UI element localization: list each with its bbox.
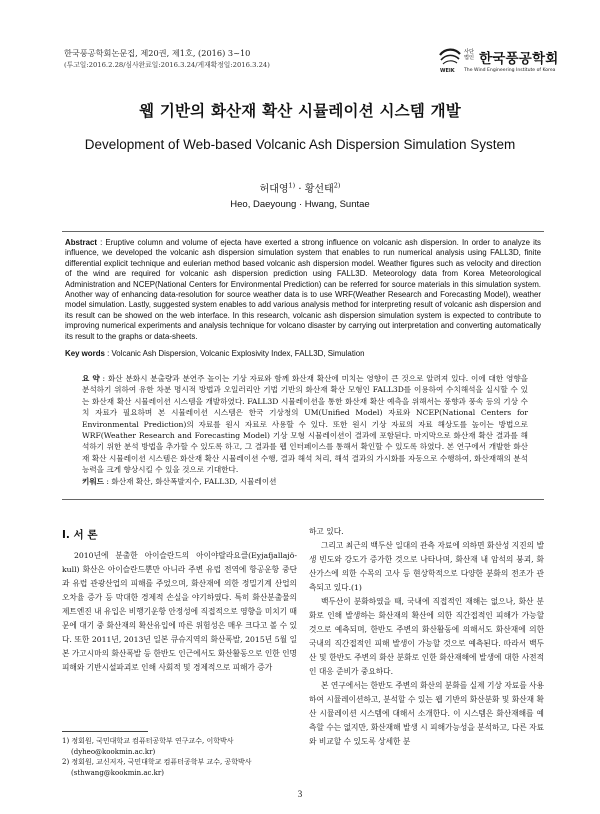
body-column-left xyxy=(62,549,297,675)
author-2-name: 황선태 xyxy=(304,184,334,195)
logo-legal-label: 사단 법인 xyxy=(464,49,475,61)
footnote-rule xyxy=(62,731,148,732)
title-korean: 웹 기반의 화산재 확산 시뮬레이션 시스템 개발 xyxy=(139,102,461,120)
footnote-1: 1) 정회원, 국민대학교 컴퓨터공학부 연구교수, 이학박사 xyxy=(62,737,234,745)
journal-dates: (투고일:2016.2.28/심사완료일:2016.3.24/게재확정일:2016.3.24) xyxy=(64,61,270,69)
footnotes xyxy=(62,736,297,778)
keywords-label: Key words xyxy=(65,349,105,358)
journal-citation: 한국풍공학회논문집, 제20권, 제1호, (2016) 3~10 xyxy=(64,48,251,58)
logo-abbreviation: WEIK xyxy=(440,68,455,74)
abstract-bottom-rule xyxy=(62,499,544,500)
authors-english: Heo, Daeyoung · Hwang, Suntae xyxy=(230,199,370,210)
section-heading-introduction: I. 서 론 xyxy=(62,529,98,541)
korean-keywords-block xyxy=(82,476,528,487)
abstract-block xyxy=(65,238,541,342)
abstract-top-rule xyxy=(62,231,544,232)
korean-keywords-text: : 화산재 확산, 화산폭발지수, FALL3D, 시뮬레이션 xyxy=(104,477,277,486)
authors-korean xyxy=(0,180,600,195)
abstract-text: : Eruptive column and volume of ejecta have exerted a strong influence on volcanic ash dispersion. In order to analyze its influence, we developed the volcanic ash dispersion simulation system that enables to run numerical analysis using FALL3D, finite differential explicit technique and eulerian method based volcanic ash dispersion model. Weather figures such as velocity and direction of the wind are required for volcanic ash dispersion prediction using FALL3D. Meteorology data from Korea Meteorological Administration and NCEP(National Centers for Environmental Prediction) can be referred for source materials in this simulation system. Another way of enhancing data-resolution for source weather data is to use WRF(Weather Research and Forecasting Model), weather model simulation. Lastly, suggested system enables to add various analysis method for interpreting result of volcanic ash dispersion and its result can be showed on the web interface. In this research, volcanic ash dispersion simulation system is expected to contribute to improving numerical experiments and analysis technique for volcano disaster by carrying out interpretation and converting automatically its result to the graphs or data-sheets. xyxy=(65,238,541,341)
author-1-mark: 1) xyxy=(288,181,296,190)
logo-society-name: 한국풍공학회 xyxy=(479,51,559,67)
keywords-text: : Volcanic Ash Dispersion, Volcanic Explosivity Index, FALL3D, Simulation xyxy=(104,349,365,358)
journal-header xyxy=(64,47,270,71)
summary-label: 요 약 xyxy=(82,374,100,383)
footnote-1-email: (dyheo@kookmin.ac.kr) xyxy=(71,747,156,756)
body-column-right xyxy=(309,525,544,749)
society-logo xyxy=(438,46,559,76)
wind-logo-icon xyxy=(438,46,462,68)
korean-summary-block xyxy=(82,373,528,476)
body-paragraph: 그리고 최근의 백두산 일대의 관측 자료에 의하면 화산성 지진의 발생 빈도와 강도가 증가한 것으로 나타나며, 화산재 내 암석의 붕괴, 화산가스에 의한 수목의 고사 등 현상학적으로 다양한 분화의 전조가 관측되고 있다.(1) xyxy=(309,541,544,592)
body-paragraph: 백두산이 분화하였을 때, 국내에 직접적인 재해는 없으나, 화산 분화로 인해 발생하는 화산재의 확산에 의한 직간접적인 피해가 가능할 것으로 예측되며, 한반도 주변의 화산활동에 의해서도 화산재에 의한 국내의 직간접적인 피해 발생이 가능할 것으로 예측된다. 따라서 백두산 및 한반도 주변의 화산 분화로 인한 화산재해에 발생에 대한 사전적인 대응 준비가 중요하다. xyxy=(309,597,544,676)
logo-english-name: The Wind Engineering Institute of Korea xyxy=(464,68,556,73)
footnote-2-email: (sthwang@kookmin.ac.kr) xyxy=(71,768,164,777)
author-separator: · xyxy=(295,184,305,195)
body-paragraph: 2010년에 분출한 아이슬란드의 아이야랄라요클(Eyjafjallajö-kull) 화산은 아이슬란드뿐만 아니라 주변 유럽 전역에 항공운항 중단과 유럽 관광산업의 피해를 주었으며, 화산재에 의한 정밀기계 산업의 오차율 증가 등 막대한 경제적 손실을 야기하였다. 특히 화산분출물의 제트엔진 내 유입은 비행기운항 안정성에 직접적으로 영향을 미치기 때문에 대기 중 화산재의 확산유입에 따른 위험성은 매우 크다고 볼 수 있다. 또한 2011년, 2013년 일본 큐슈지역의 화산폭발, 2015년 5월 일본 가고시마의 화산폭발 등 한반도 인근에서도 화산활동으로 인한 인명 피해와 기반시설파괴로 인해 사회적 및 경제적으로 피해가 증가 xyxy=(62,551,297,672)
title-english: Development of Web-based Volcanic Ash Dispersion Simulation System xyxy=(84,137,516,152)
abstract-label: Abstract xyxy=(65,238,98,247)
footnote-2: 2) 정회원, 교신저자, 국민대학교 컴퓨터공학부 교수, 공학박사 xyxy=(62,758,252,766)
korean-keywords-label: 키워드 xyxy=(82,477,105,486)
page-number: 3 xyxy=(297,789,303,799)
author-2-mark: 2) xyxy=(333,181,341,190)
keywords-block xyxy=(65,349,541,359)
summary-text: : 화산 분화시 분출량과 분연주 높이는 기상 자료와 함께 화산재 확산에 미치는 영향이 큰 것으로 알려져 있다. 이에 대한 영향을 분석하기 위하여 유한 차분 명시적 방법과 오일러리안 기법 기반의 화산재 확산 모형인 FALL3D를 이용하여 수치해석을 실시할 수 있는 화산재 확산 시뮬레이션 시스템을 개발하였다. FALL3D 시뮬레이션을 통한 화산재 확산 예측을 위해서는 풍향과 풍속 등의 기상 수치 자료가 필요하며 본 시뮬레이션 시스템은 한국 기상청의 UM(Unified Model) 자료와 NCEP(National Centers for Environmental Prediction)의 자료를 원시 자료로 사용할 수 있다. 또한 원시 기상 자료의 자료 해상도를 높이는 방법으로 WRF(Weather Research and Forecasting Model) 기상 모형 시뮬레이션이 결과에 포함된다. 마지막으로 화산재 확산 결과를 해석하기 위한 분석 방법을 추가할 수 있도록 하고, 그 결과를 웹 인터페이스를 통해서 확인할 수 있도록 하였다. 본 연구에서 개발한 화산재 확산 시뮬레이션 시스템은 화산재 확산 시뮬레이션 수행, 결과 해석 처리, 해석 결과의 가시화를 자동으로 수행하여, 화산재해의 분석 능력을 크게 향상시킬 수 있을 것으로 기대한다. xyxy=(82,374,528,475)
author-1-name: 허대영 xyxy=(259,184,289,195)
body-paragraph: 본 연구에서는 한반도 주변의 화산의 분화를 실제 기상 자료를 사용하여 시뮬레이션하고, 분석할 수 있는 웹 기반의 화산분화 및 화산재 확산 시뮬레이션 시스템에 대해서 소개한다. 이 시스템은 화산재해를 예측할 수는 없지만, 화산재해 발생 시 피해가능성을 분석하고, 다른 자료와 비교할 수 있도록 상세한 분 xyxy=(309,681,544,746)
body-paragraph-continued: 하고 있다. xyxy=(309,527,344,536)
